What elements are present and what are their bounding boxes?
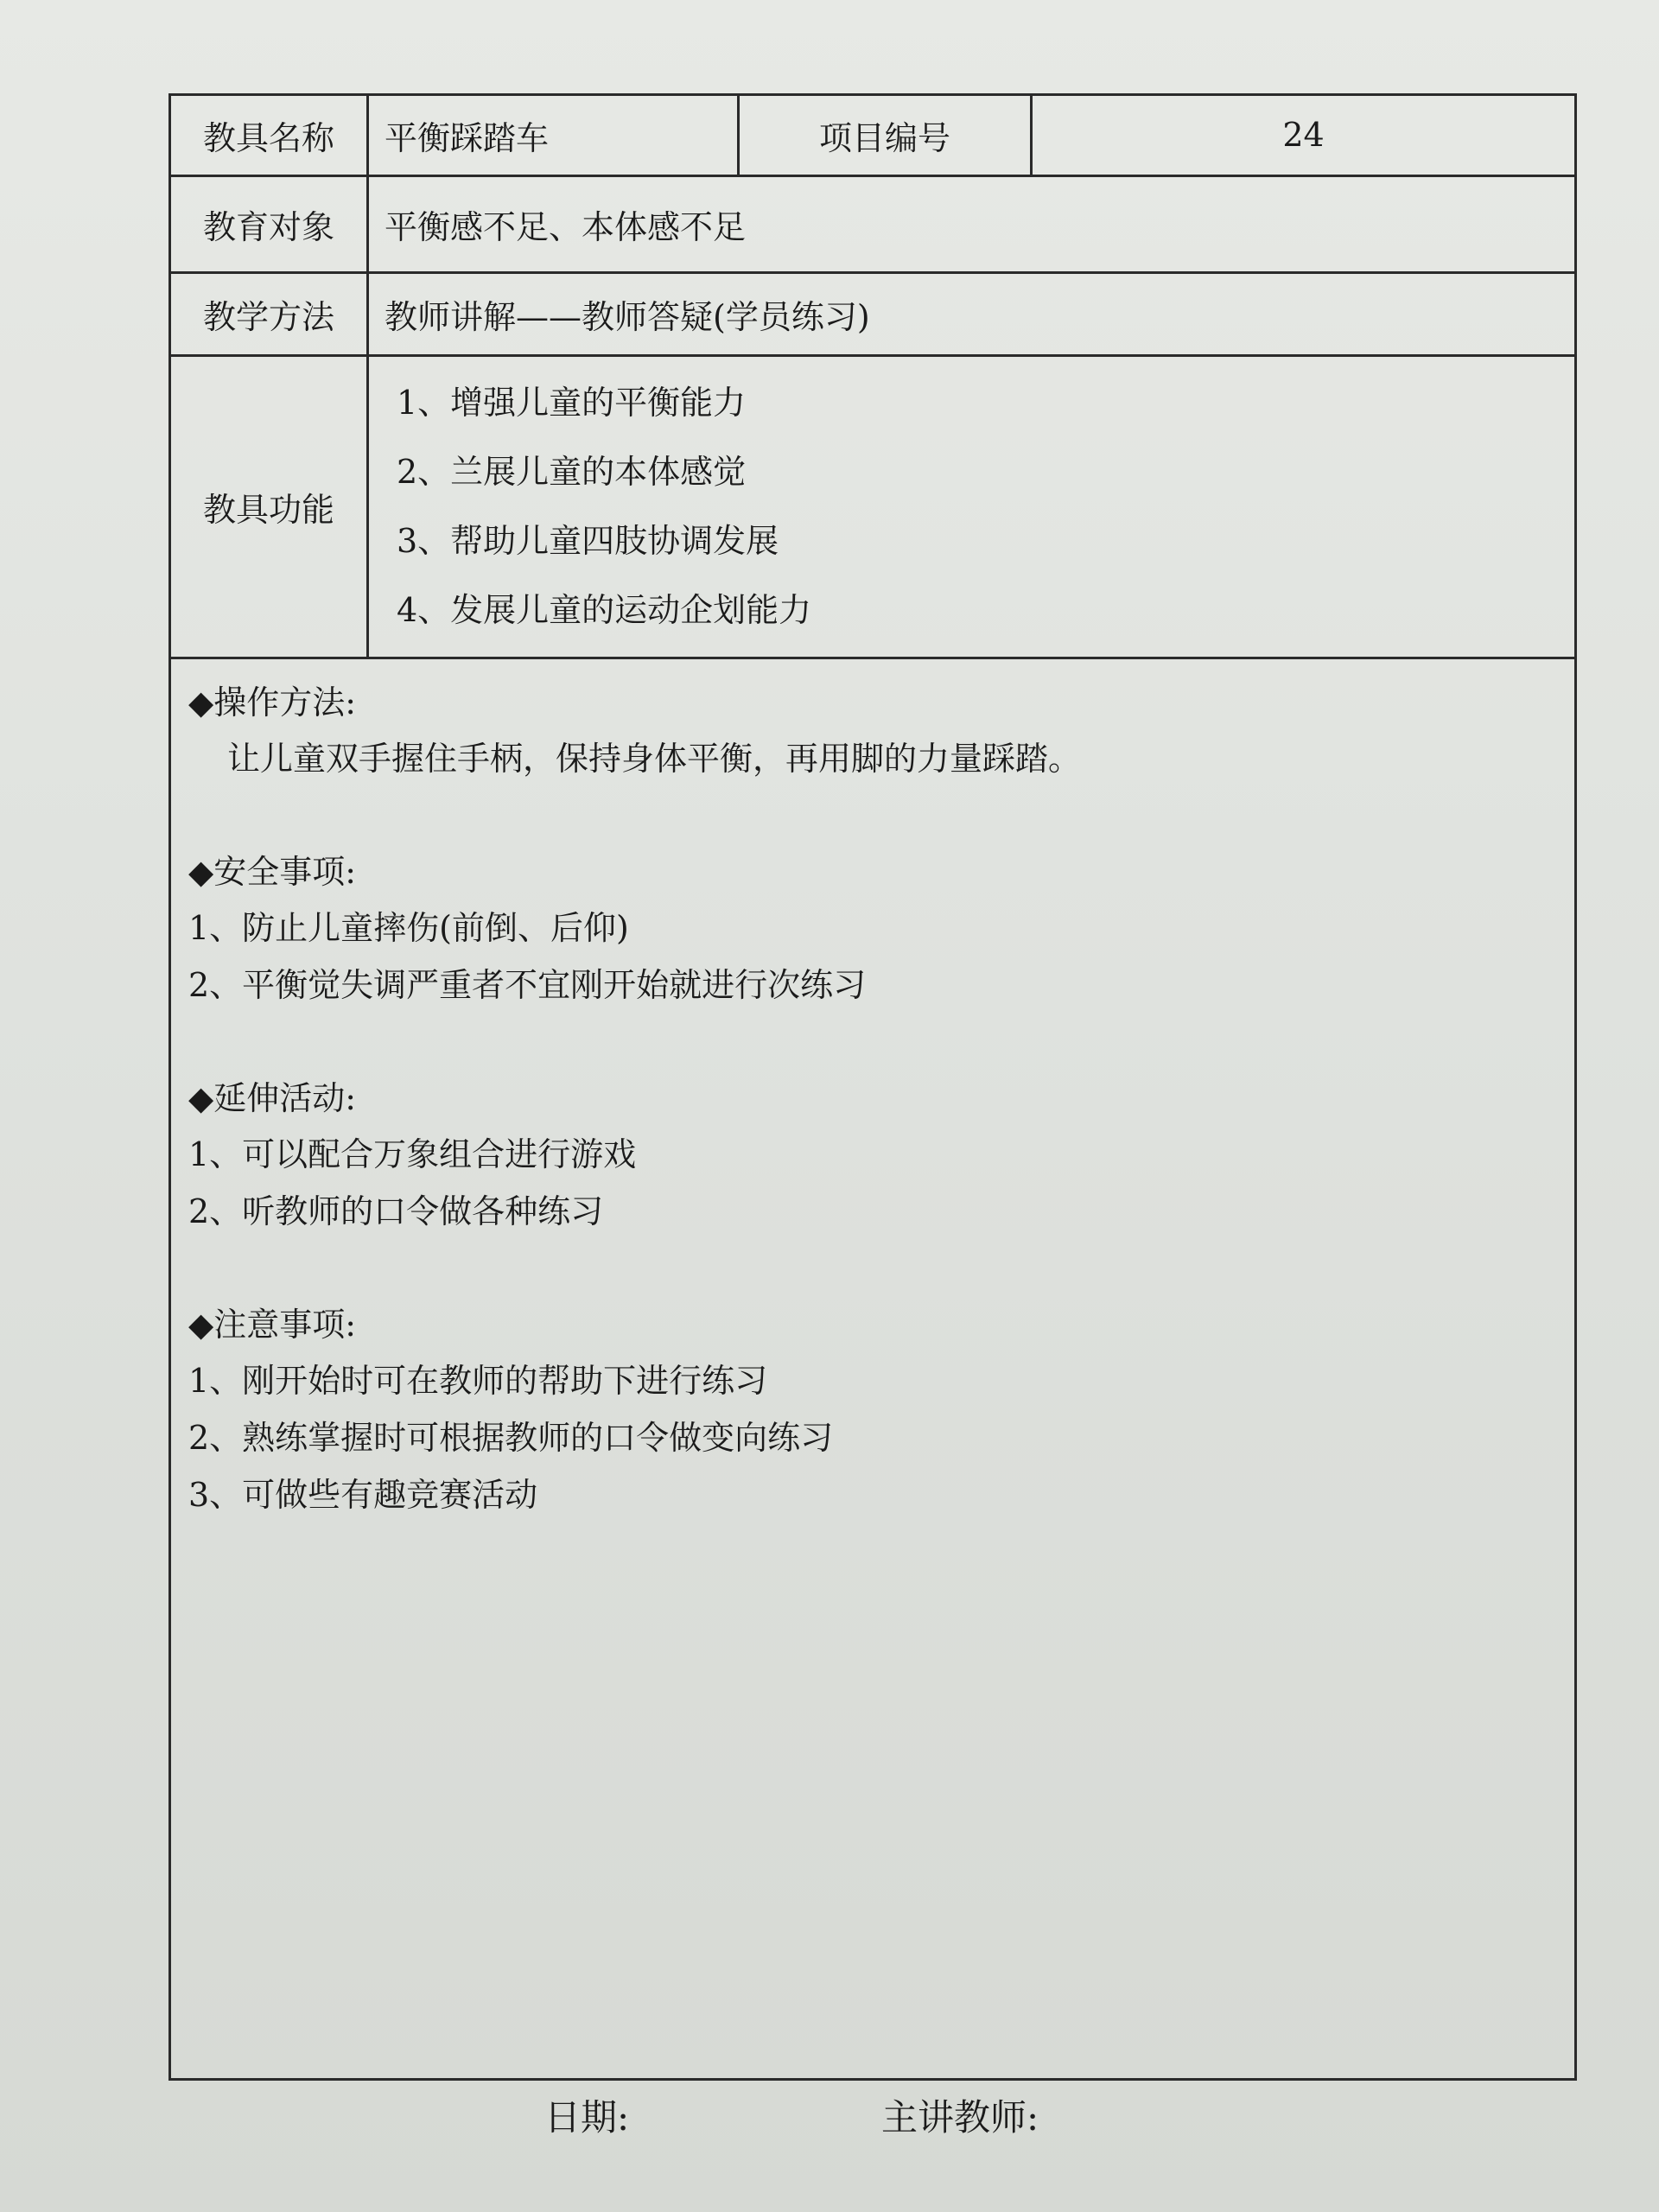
row-function (171, 355, 1574, 658)
notes-line: 2、熟练掌握时可根据教师的口令做变向练习 (188, 1418, 834, 1457)
function-item: 1、增强儿童的平衡能力 (397, 384, 747, 422)
teaching-aid-form (168, 93, 1577, 2081)
function-item: 2、兰展儿童的本体感觉 (397, 453, 747, 491)
target-value: 平衡感不足、本体感不足 (368, 175, 1575, 272)
date-label: 日期: (544, 2096, 630, 2139)
extension-section (188, 1071, 1557, 1240)
safety-section (188, 844, 1557, 1014)
safety-line: 1、防止儿童摔伤(前倒、后仰) (188, 908, 629, 947)
operation-section (188, 675, 1557, 787)
extension-line: 2、听教师的口令做各种练习 (188, 1192, 604, 1230)
row-name (171, 96, 1574, 175)
notes-line: 1、刚开始时可在教师的帮助下进行练习 (188, 1361, 768, 1400)
notes-line: 3、可做些有趣竞赛活动 (188, 1475, 538, 1514)
operation-line: 让儿童双手握住手柄，保持身体平衡，再用脚的力量踩踏。 (227, 739, 1082, 778)
extension-title: ◆延伸活动: (188, 1078, 357, 1117)
row-method (171, 272, 1574, 355)
notes-title: ◆注意事项: (188, 1305, 357, 1344)
function-label: 教具功能 (171, 355, 368, 658)
form-body (171, 659, 1574, 1596)
method-value: 教师讲解——教师答疑(学员练习) (368, 272, 1575, 355)
form-footer (0, 2081, 1659, 2184)
form-header-table (171, 96, 1574, 659)
function-item: 3、帮助儿童四肢协调发展 (397, 522, 779, 560)
code-label: 项目编号 (739, 96, 1032, 175)
name-label: 教具名称 (171, 96, 368, 175)
safety-title: ◆安全事项: (188, 852, 357, 891)
notes-section (188, 1297, 1557, 1523)
function-item: 4、发展儿童的运动企划能力 (397, 591, 812, 629)
target-label: 教育对象 (171, 175, 368, 272)
extension-line: 1、可以配合万象组合进行游戏 (188, 1135, 637, 1173)
safety-line: 2、平衡觉失调严重者不宜刚开始就进行次练习 (188, 965, 867, 1004)
name-value: 平衡踩踏车 (368, 96, 739, 175)
method-label: 教学方法 (171, 272, 368, 355)
function-list (368, 355, 1575, 658)
row-target (171, 175, 1574, 272)
teacher-label: 主讲教师: (881, 2096, 1039, 2139)
operation-title: ◆操作方法: (188, 683, 357, 721)
code-value: 24 (1032, 96, 1575, 175)
